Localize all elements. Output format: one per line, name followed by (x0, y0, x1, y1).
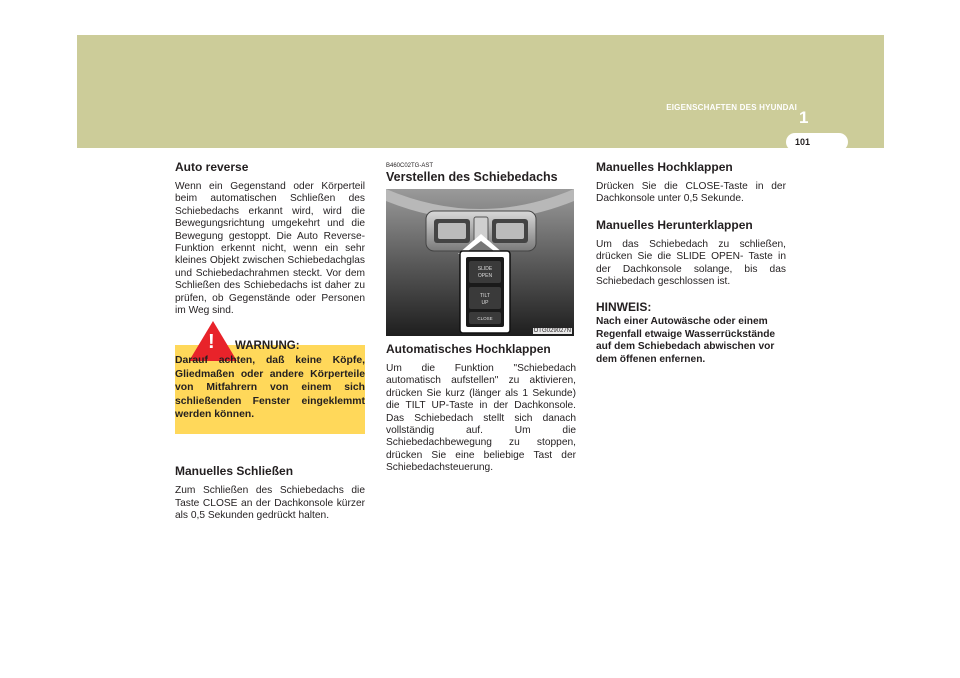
chapter-number: 1 (799, 108, 809, 127)
up-label: UP (481, 300, 489, 306)
chapter-label: EIGENSCHAFTEN DES HYUNDAI (666, 103, 797, 112)
slide-label: SLIDE (477, 266, 493, 272)
warning-text: Darauf achten, daß keine Köpfe, Gliedmaßen oder andere Körperteile von Mitfahrern von einem sich schließenden Fenster eingeklemmt werden können. (175, 355, 365, 421)
manual-up-text: Drücken Sie die CLOSE-Taste in der Dachkonsole unter 0,5 Sekunde. (596, 181, 786, 205)
manual-down-heading: Manuelles Herunterklappen (596, 217, 753, 232)
column-middle (386, 160, 576, 475)
section-code: B460C02TG-AST (386, 163, 434, 169)
manual-close-heading: Manuelles Schließen (175, 464, 294, 479)
manual-up-heading: Manuelles Hochklappen (596, 160, 733, 174)
section-title: Verstellen des Schiebedachs (386, 170, 558, 184)
warning-title: WARNUNG: (235, 340, 300, 353)
column-right (596, 160, 786, 366)
warning-box (175, 331, 365, 434)
manual-close-text: Zum Schließen des Schiebedachs die Taste CLOSE an der Dachkonsole kürzer als 0,5 Sekunden gedrückt halten. (175, 485, 365, 522)
auto-tilt-text: Um die Funktion "Schiebedach automatisch aufstellen" zu aktivieren, drücken Sie kurz (länger als 1 Sekunde) die TILT UP-Taste in der Dachkonsole. Das Schiebedach stellt sich danach vollständig auf. Um die Schiebedachbewegung zu stoppen, drücken Sie eine beliebige Tast der Schiebedachsteuerung. (386, 363, 576, 474)
manual-down-text: Um das Schiebedach zu schließen, drücken Sie die SLIDE OPEN- Taste in der Dachkonsole solange, bis das Schiebedach geschlossen ist. (596, 238, 786, 288)
close-label: CLOSE (477, 316, 493, 321)
photo-caption: OTG029027N (533, 328, 571, 334)
auto-reverse-text: Wenn ein Gegenstand oder Körperteil beim automatischen Schließen des Schiebedachs erkannt wird, wird die Bewegungsrichtung umgekehrt und die Bewegung gestoppt. Die Auto Reverse-Funktion erkennt nicht, wenn ein sehr kleines Objekt zwischen Schiebedachglas und Schiebedachrahmen steckt. Vor dem Schließen des Schiebedachs ist daher zu prüfen, ob Gegenstände oder Personen im Weg sind. (175, 181, 365, 317)
open-label: OPEN (477, 273, 493, 279)
roof-console-photo (386, 189, 574, 336)
warning-exclamation: ! (208, 331, 215, 354)
tilt-label: TILT (480, 293, 490, 299)
note-heading: HINWEIS: (596, 300, 652, 315)
column-left (175, 160, 365, 523)
header-band (77, 35, 884, 148)
page-number: 101 (795, 137, 811, 147)
auto-tilt-heading: Automatisches Hochklappen (386, 342, 551, 356)
auto-reverse-heading: Auto reverse (175, 160, 249, 174)
note-text: Nach einer Autowäsche oder einem Regenfall etwaige Wasserrückstände auf dem Schiebedach abwischen vor dem öffenen enfernen. (596, 316, 776, 365)
roof-console-illustration (386, 189, 574, 336)
